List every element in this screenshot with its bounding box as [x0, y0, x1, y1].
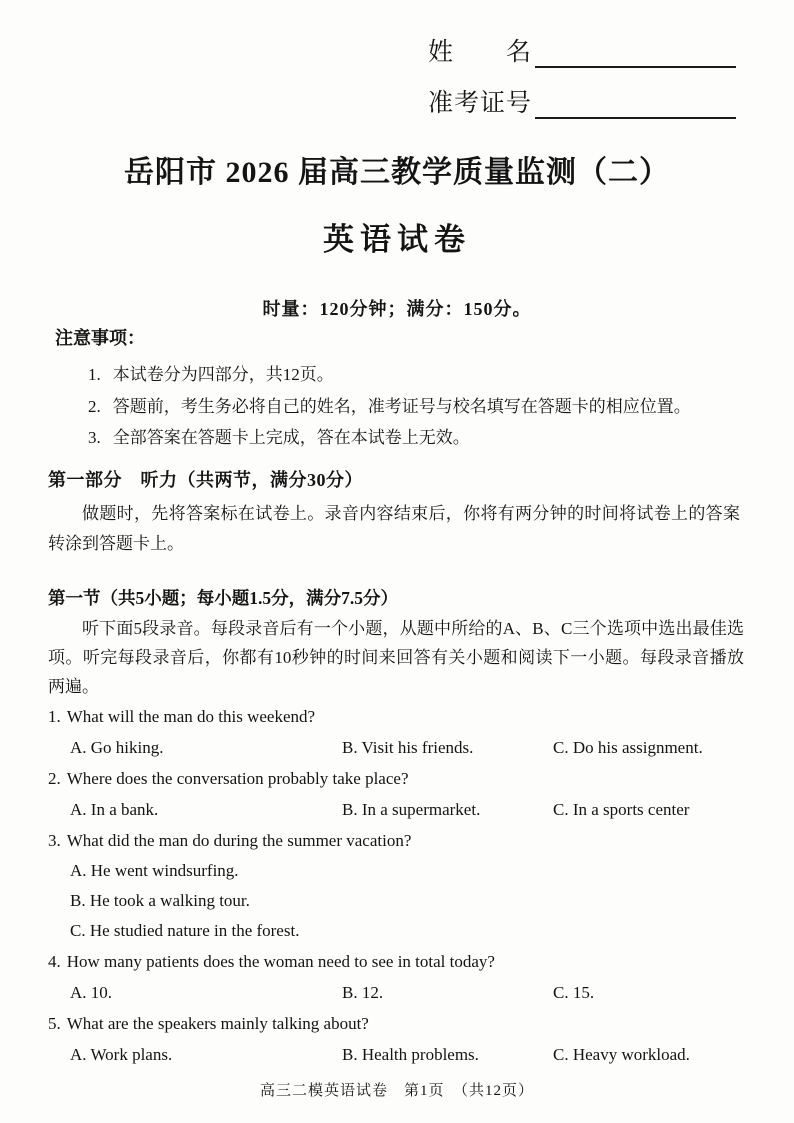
paper-subtitle: 英语试卷 [323, 222, 471, 257]
exam-duration-score: 时量：120分钟；满分：150分。 [262, 299, 532, 319]
question-5-stem-line [48, 1008, 746, 1039]
question-1-options [48, 732, 746, 763]
admission-number-line [535, 89, 736, 119]
question-number: 1. [48, 707, 61, 726]
option-a: A. He went windsurfing. [70, 861, 239, 880]
option-b: B. In a supermarket. [342, 800, 481, 819]
notice-item-3 [88, 422, 738, 454]
question-2-options [48, 794, 746, 825]
question-2-stem-line [48, 763, 746, 794]
notice-item-1 [88, 359, 738, 391]
option-c: C. In a sports center [553, 800, 690, 819]
option-a: A. 10. [70, 983, 113, 1002]
question-1 [48, 701, 746, 763]
notice-item-number: 3. [88, 428, 101, 447]
notice-items [55, 359, 738, 454]
question-stem: What will the man do this weekend? [66, 707, 316, 726]
option-b: B. He took a walking tour. [70, 891, 250, 910]
option-b: B. 12. [342, 983, 384, 1002]
part1-intro: 做题时，先将答案标在试卷上。录音内容结束后，你将有两分钟的时间将试卷上的答案转涂到答题卡上。 [48, 504, 740, 553]
page-footer: 高三二模英语试卷 第1页 （共12页） [259, 1083, 534, 1099]
question-number: 4. [48, 952, 61, 971]
question-5-options [48, 1039, 746, 1070]
notice-item-text: 全部答案在答题卡上完成，答在本试卷上无效。 [112, 428, 470, 447]
question-4-options [48, 977, 746, 1008]
question-4 [48, 946, 746, 1008]
name-field-line [535, 38, 736, 68]
option-a: A. In a bank. [70, 800, 159, 819]
question-list [48, 701, 746, 1070]
question-stem: Where does the conversation probably take place? [66, 769, 409, 788]
notice-item-text: 本试卷分为四部分，共12页。 [112, 365, 334, 384]
section1-intro: 听下面5段录音。每段录音后有一个小题，从题中所给的A、B、C三个选项中选出最佳选项。听完每段录音后，你都有10秒钟的时间来回答有关小题和阅读下一小题。每段录音播放两遍。 [48, 619, 744, 696]
notice-item-text: 答题前，考生务必将自己的姓名，准考证号与校名填写在答题卡的相应位置。 [112, 396, 691, 416]
name-field-row [428, 28, 736, 68]
admission-number-label: 准考证号 [428, 90, 533, 118]
section1-heading: 第一节（共5小题；每小题1.5分，满分7.5分） [48, 588, 398, 608]
page-title: 岳阳市 2026 届高三教学质量监测（二） [124, 156, 670, 189]
notice-item-2 [88, 391, 738, 423]
question-number: 2. [48, 769, 61, 788]
option-a: A. Work plans. [70, 1045, 173, 1064]
candidate-info-fields [428, 28, 736, 130]
question-5 [48, 1008, 746, 1070]
notice-item-number: 2. [88, 396, 101, 416]
notice-heading: 注意事项： [55, 328, 145, 348]
question-stem: What are the speakers mainly talking about? [66, 1014, 369, 1033]
option-b: B. Visit his friends. [342, 738, 474, 757]
option-c: C. He studied nature in the forest. [70, 921, 300, 940]
part1-heading: 第一部分 听力（共两节，满分30分） [48, 470, 363, 490]
question-stem: How many patients does the woman need to see in total today? [66, 952, 495, 971]
notice-section [55, 324, 738, 454]
option-c: C. 15. [553, 983, 595, 1002]
option-a: A. Go hiking. [70, 738, 164, 757]
name-field-label: 姓 名 [428, 39, 533, 67]
question-number: 5. [48, 1014, 61, 1033]
question-4-stem-line [48, 946, 746, 977]
question-2 [48, 763, 746, 825]
question-stem: What did the man do during the summer vacation? [66, 831, 412, 850]
admission-number-field-row [428, 79, 736, 119]
question-number: 3. [48, 831, 61, 850]
option-c: C. Heavy workload. [553, 1045, 690, 1064]
question-3 [48, 825, 746, 946]
question-3-options [48, 856, 746, 946]
question-1-stem-line [48, 701, 746, 732]
notice-item-number: 1. [88, 365, 101, 384]
question-3-stem-line [48, 825, 746, 856]
option-b: B. Health problems. [342, 1045, 479, 1064]
option-c: C. Do his assignment. [553, 738, 703, 757]
